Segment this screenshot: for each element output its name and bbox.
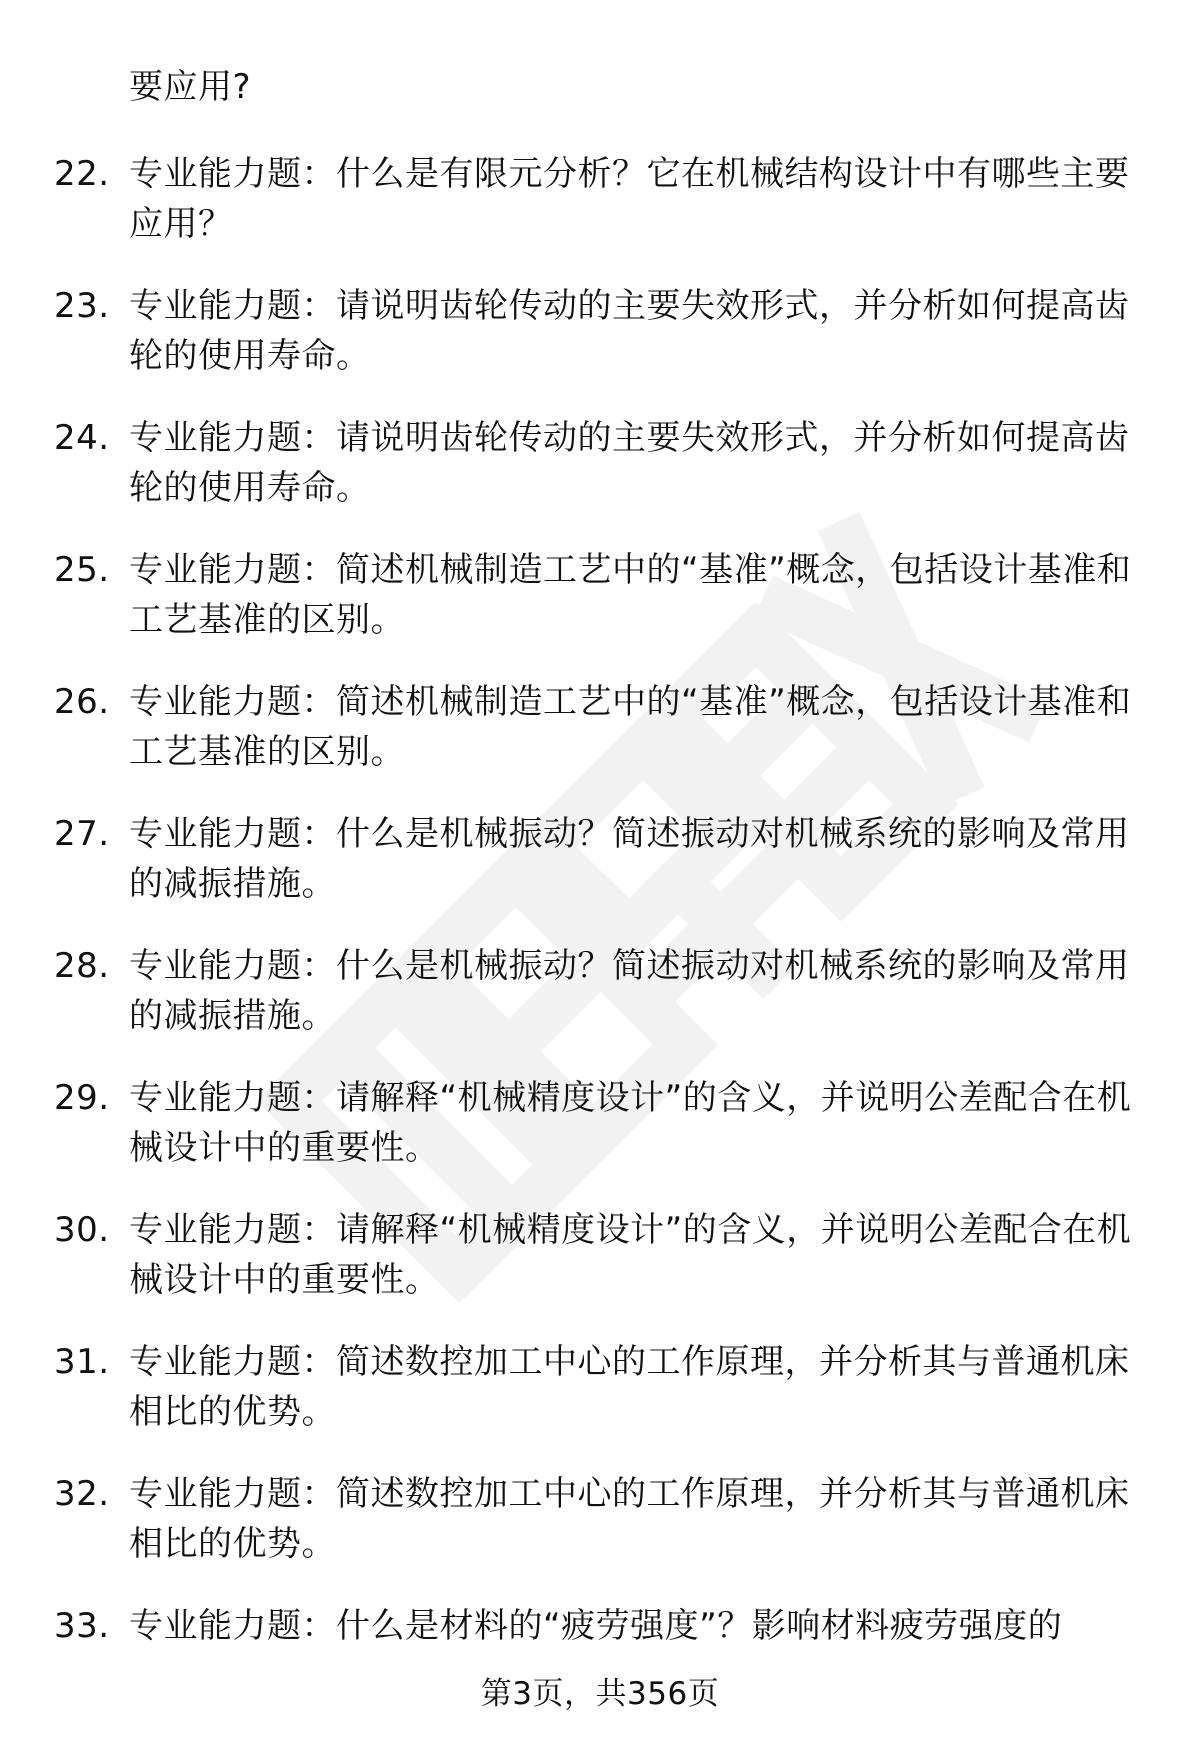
question-number: 31. (54, 1342, 110, 1382)
question-number: 29. (54, 1078, 110, 1118)
question-number: 32. (54, 1474, 110, 1514)
question-item (0, 535, 1200, 667)
question-number: 25. (54, 550, 110, 590)
question-item (0, 1459, 1200, 1591)
question-item (0, 1063, 1200, 1195)
page-number-footer: 第3页，共356页 (480, 1676, 720, 1712)
question-item (0, 667, 1200, 799)
question-item (0, 1195, 1200, 1327)
question-text: 专业能力题：简述数控加工中心的工作原理，并分析其与普通机床相比的优势。 (129, 1474, 1130, 1564)
question-number: 26. (54, 682, 110, 722)
question-item (0, 931, 1200, 1063)
question-text: 专业能力题：简述数控加工中心的工作原理，并分析其与普通机床相比的优势。 (129, 1342, 1130, 1432)
question-number: 23. (54, 286, 110, 326)
question-item (0, 1327, 1200, 1459)
question-text: 专业能力题：什么是有限元分析？它在机械结构设计中有哪些主要应用？ (129, 154, 1130, 244)
question-number: 27. (54, 814, 110, 854)
question-text: 专业能力题：什么是机械振动？简述振动对机械系统的影响及常用的减振措施。 (129, 814, 1130, 904)
question-item (0, 139, 1200, 271)
question-text: 专业能力题：简述机械制造工艺中的“基准”概念，包括设计基准和工艺基准的区别。 (129, 682, 1132, 772)
question-text: 专业能力题：请说明齿轮传动的主要失效形式，并分析如何提高齿轮的使用寿命。 (129, 418, 1130, 508)
continued-question-text: 要应用? (129, 67, 252, 107)
question-text: 专业能力题：简述机械制造工艺中的“基准”概念，包括设计基准和工艺基准的区别。 (129, 550, 1132, 640)
question-text: 专业能力题：请解释“机械精度设计”的含义，并说明公差配合在机械设计中的重要性。 (129, 1078, 1132, 1168)
question-text: 专业能力题：请说明齿轮传动的主要失效形式，并分析如何提高齿轮的使用寿命。 (129, 286, 1130, 376)
question-number: 24. (54, 418, 110, 458)
question-number: 30. (54, 1210, 110, 1250)
question-list (0, 139, 1200, 1723)
question-item (0, 403, 1200, 535)
question-text: 专业能力题：什么是材料的“疲劳强度”？影响材料疲劳强度的 (129, 1606, 1063, 1646)
question-number: 22. (54, 154, 110, 194)
question-text: 专业能力题：请解释“机械精度设计”的含义，并说明公差配合在机械设计中的重要性。 (129, 1210, 1132, 1300)
question-item (0, 799, 1200, 931)
question-number: 28. (54, 946, 110, 986)
question-item (0, 271, 1200, 403)
question-number: 33. (54, 1606, 110, 1646)
question-text: 专业能力题：什么是机械振动？简述振动对机械系统的影响及常用的减振措施。 (129, 946, 1130, 1036)
